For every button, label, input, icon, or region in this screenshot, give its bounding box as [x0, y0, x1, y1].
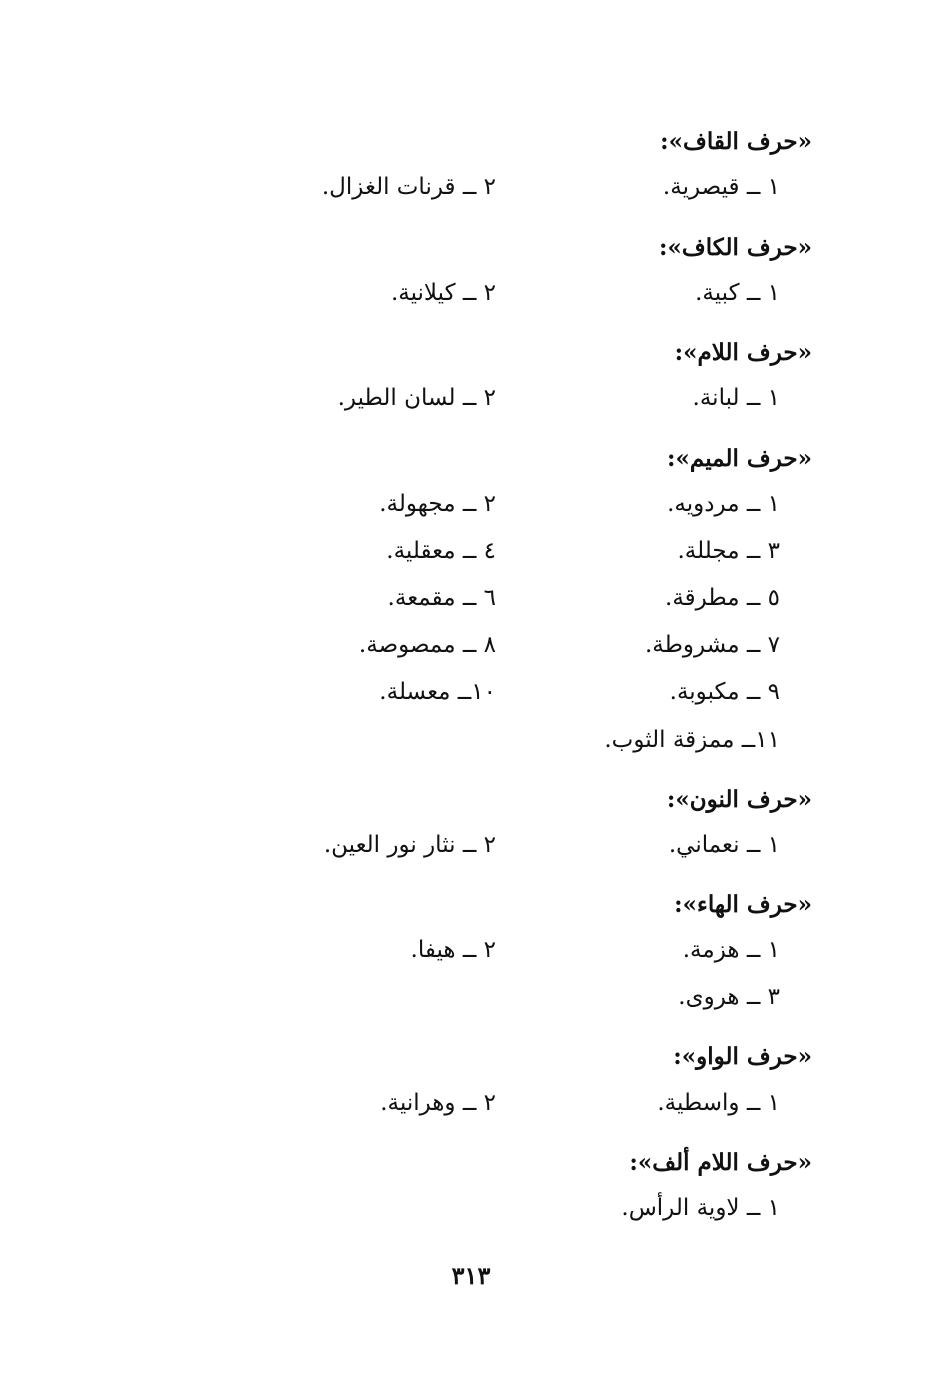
- section-heading-ha: «حرف الهاء»:: [674, 891, 812, 918]
- list-item: ٢ ــ مجهولة.: [379, 491, 496, 517]
- list-item: ٢ ــ وهرانية.: [380, 1090, 496, 1116]
- list-item: ١٠ــ معسلة.: [379, 679, 496, 705]
- page-number: ٣١٣: [451, 1261, 491, 1290]
- list-item: ١ ــ كبية.: [695, 280, 780, 306]
- list-item: ١ ــ واسطية.: [657, 1090, 780, 1116]
- list-item: ٥ ــ مطرقة.: [665, 585, 780, 611]
- section-heading-lam-alif: «حرف اللام ألف»:: [629, 1149, 812, 1176]
- list-item: ٨ ــ ممصوصة.: [358, 632, 496, 658]
- section-heading-kaf: «حرف الكاف»:: [659, 234, 812, 261]
- list-item: ٣ ــ هروى.: [678, 984, 780, 1010]
- list-item: ٢ ــ كيلانية.: [390, 280, 496, 306]
- list-item: ١١ــ ممزقة الثوب.: [604, 727, 780, 753]
- list-item: ٢ ــ هيفا.: [410, 937, 496, 963]
- list-item: ١ ــ لبانة.: [692, 385, 780, 411]
- section-heading-lam: «حرف اللام»:: [674, 339, 812, 366]
- list-item: ١ ــ نعماني.: [668, 832, 780, 858]
- list-item: ٢ ــ نثار نور العين.: [323, 832, 496, 858]
- list-item: ٧ ــ مشروطة.: [644, 632, 780, 658]
- list-item: ٣ ــ مجللة.: [677, 538, 780, 564]
- section-heading-qaf: «حرف القاف»:: [660, 128, 812, 155]
- section-heading-nun: «حرف النون»:: [666, 786, 812, 813]
- list-item: ٤ ــ معقلية.: [386, 538, 496, 564]
- list-item: ٩ ــ مكبوبة.: [669, 679, 780, 705]
- list-item: ١ ــ قيصرية.: [662, 174, 780, 200]
- section-heading-mim: «حرف الميم»:: [667, 445, 812, 472]
- list-item: ٦ ــ مقمعة.: [387, 585, 496, 611]
- list-item: ١ ــ هزمة.: [682, 937, 780, 963]
- list-item: ١ ــ لاوية الرأس.: [621, 1195, 780, 1221]
- list-item: ٢ ــ لسان الطير.: [337, 385, 496, 411]
- section-heading-waw: «حرف الواو»:: [673, 1043, 812, 1070]
- list-item: ١ ــ مردويه.: [667, 491, 780, 517]
- list-item: ٢ ــ قرنات الغزال.: [321, 174, 496, 200]
